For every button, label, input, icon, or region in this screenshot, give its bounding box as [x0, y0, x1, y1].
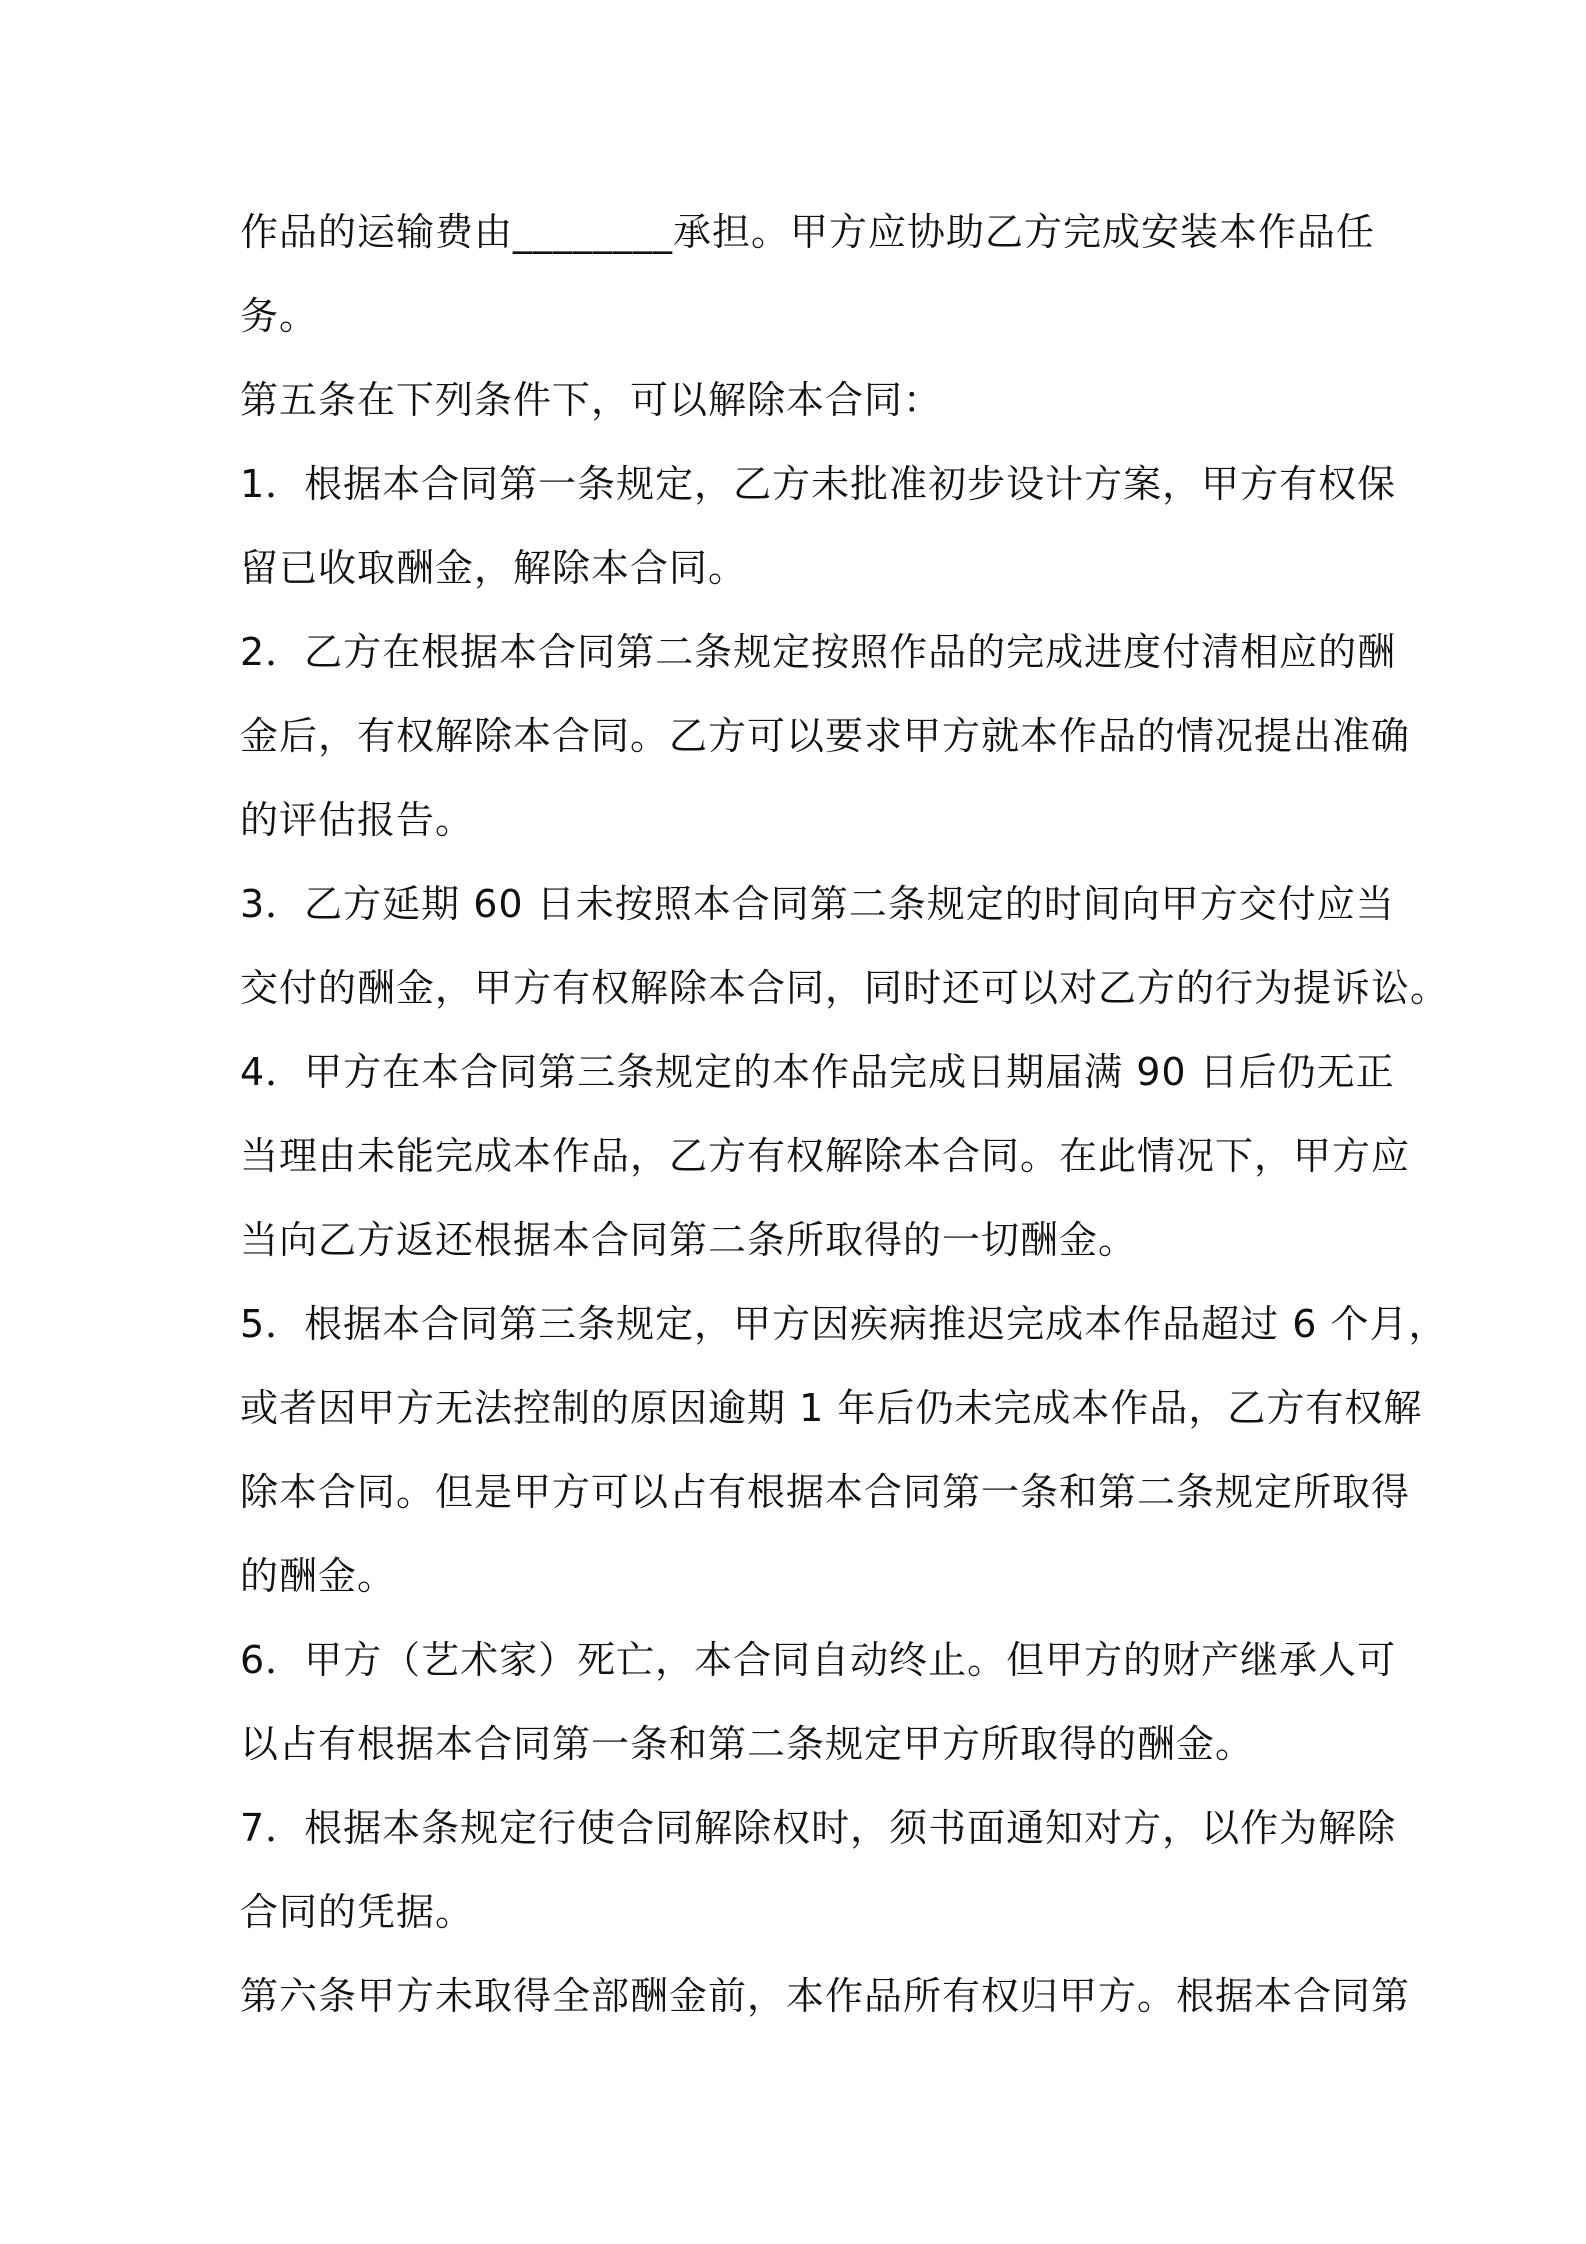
text-line: 1．根据本合同第一条规定，乙方未批准初步设计方案，甲方有权保	[240, 462, 1397, 506]
text-line: 4．甲方在本合同第三条规定的本作品完成日期届满 90 日后仍无正	[240, 1050, 1395, 1094]
text-line: 6．甲方（艺术家）死亡，本合同自动终止。但甲方的财产继承人可	[240, 1638, 1397, 1682]
text-line: 作品的运输费由________承担。甲方应协助乙方完成安装本作品任	[240, 210, 1376, 254]
text-line: 或者因甲方无法控制的原因逾期 1 年后仍未完成本作品，乙方有权解	[240, 1386, 1423, 1430]
text-line: 2．乙方在根据本合同第二条规定按照作品的完成进度付清相应的酬	[240, 630, 1397, 674]
text-line: 7．根据本条规定行使合同解除权时，须书面通知对方，以作为解除	[240, 1806, 1397, 1850]
text-line: 合同的凭据。	[240, 1890, 475, 1934]
text-line: 除本合同。但是甲方可以占有根据本合同第一条和第二条规定所取得	[240, 1470, 1411, 1514]
text-line: 的酬金。	[240, 1554, 397, 1598]
document-body	[240, 190, 1450, 2038]
text-line: 务。	[240, 294, 319, 338]
text-line: 3．乙方延期 60 日未按照本合同第二条规定的时间向甲方交付应当	[240, 882, 1395, 926]
text-line: 以占有根据本合同第一条和第二条规定甲方所取得的酬金。	[240, 1722, 1255, 1766]
text-line: 当向乙方返还根据本合同第二条所取得的一切酬金。	[240, 1218, 1138, 1262]
text-line: 的评估报告。	[240, 798, 475, 842]
section-heading-article-5: 第五条在下列条件下，可以解除本合同：	[240, 378, 943, 422]
text-line: 交付的酬金，甲方有权解除本合同，同时还可以对乙方的行为提诉讼。	[240, 966, 1450, 1010]
text-line: 当理由未能完成本作品，乙方有权解除本合同。在此情况下，甲方应	[240, 1134, 1411, 1178]
text-line: 5．根据本合同第三条规定，甲方因疾病推迟完成本作品超过 6 个月，	[240, 1302, 1448, 1346]
section-heading-article-6: 第六条甲方未取得全部酬金前，本作品所有权归甲方。根据本合同第	[240, 1974, 1411, 2018]
text-line: 金后，有权解除本合同。乙方可以要求甲方就本作品的情况提出准确	[240, 714, 1411, 758]
text-line: 留已收取酬金，解除本合同。	[240, 546, 748, 590]
